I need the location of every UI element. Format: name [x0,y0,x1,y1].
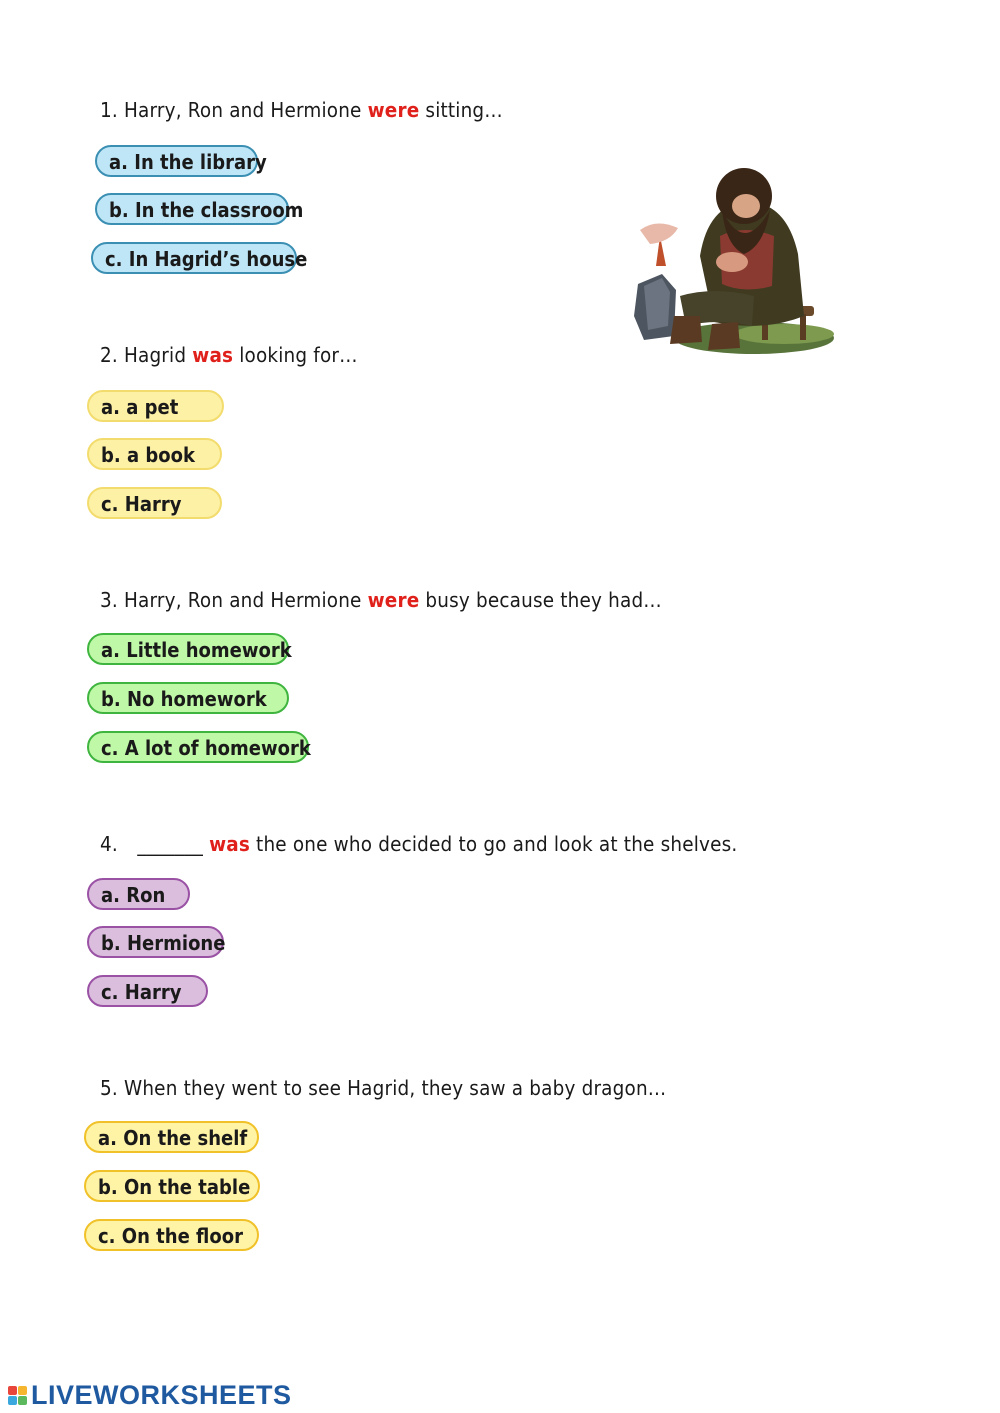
q2-option-c[interactable]: c. Harry [87,487,222,519]
question-2-verb: was [192,343,234,367]
q5-option-a[interactable]: a. On the shelf [84,1121,259,1153]
question-3-verb: were [367,588,420,612]
q4-option-c[interactable]: c. Harry [87,975,208,1007]
q3-option-a[interactable]: a. Little homework [87,633,289,665]
question-4: 4. _______ was the one who decided to go and look at the shelves. [100,832,738,856]
question-1-verb: were [367,98,420,122]
question-2: 2. Hagrid was looking for… [100,343,358,367]
q5-option-b[interactable]: b. On the table [84,1170,260,1202]
q1-option-c[interactable]: c. In Hagrid’s house [91,242,297,274]
answer-blank: _______ [137,832,204,856]
question-4-verb: was [209,832,251,856]
q1-option-a[interactable]: a. In the library [95,145,258,177]
liveworksheets-footer [8,1380,292,1410]
question-5: 5. When they went to see Hagrid, they saw a baby dragon… [100,1076,667,1100]
q3-option-b[interactable]: b. No homework [87,682,289,714]
question-3: 3. Harry, Ron and Hermione were busy because they had… [100,588,662,612]
question-1: 1. Harry, Ron and Hermione were sitting… [100,98,503,122]
q4-option-b[interactable]: b. Hermione [87,926,224,958]
liveworksheets-logo-icon [8,1386,27,1405]
q3-option-c[interactable]: c. A lot of homework [87,731,309,763]
brand-name: LIVEWORKSHEETS [31,1379,292,1410]
q2-option-b[interactable]: b. a book [87,438,222,470]
q1-option-b[interactable]: b. In the classroom [95,193,289,225]
q2-option-a[interactable]: a. a pet [87,390,224,422]
hagrid-illustration [604,166,840,366]
q4-option-a[interactable]: a. Ron [87,878,190,910]
q5-option-c[interactable]: c. On the floor [84,1219,259,1251]
